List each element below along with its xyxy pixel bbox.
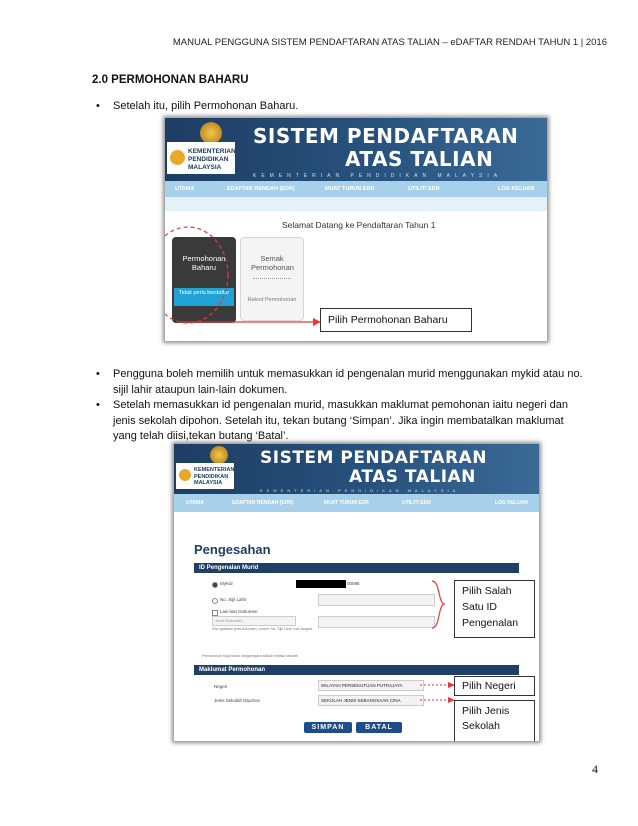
option-mykid-label: MyKid xyxy=(220,581,233,586)
negeri-label: Negeri xyxy=(214,684,228,689)
ministry-logo: KEMENTERIAN PENDIDIKAN MALAYSIA xyxy=(176,463,234,489)
screenshot-main-menu xyxy=(165,118,547,341)
jenis-sekolah-select[interactable]: SEKOLAH JENIS KEBANGSAAN CINA xyxy=(318,695,424,706)
welcome-text: Selamat Datang ke Pendaftaran Tahun 1 xyxy=(282,220,436,230)
negeri-select[interactable]: WILAYAH PERSEKUTUAN PUTRAJAYA xyxy=(318,680,424,691)
bullet-line: jenis sekolah dipohon. Setelah itu, tekan butang ‘Simpan’. Jika ingin membatalkan maklumat xyxy=(113,414,564,427)
bullet-line: Pengguna boleh memilih untuk memasukkan id pengenalan murid menggunakan mykid atau no. xyxy=(113,368,583,380)
nav-edaftar[interactable]: EDAFTAR RENDAH (EDR) xyxy=(232,500,294,506)
card-title: Permohonan Baharu xyxy=(182,254,226,272)
nav-utama[interactable]: UTAMA xyxy=(186,500,204,506)
page-number: 4 xyxy=(592,762,598,776)
card-title: Semak Permohonan xyxy=(251,254,294,272)
callout-negeri: Pilih Negeri xyxy=(454,676,535,696)
bullet-text xyxy=(113,99,618,115)
nav-log-keluar[interactable]: LOG KELUAR xyxy=(495,500,529,506)
banner-title-line1: SISTEM PENDAFTARAN xyxy=(253,124,519,148)
callout-permohonan-baharu: Pilih Permohonan Baharu xyxy=(320,308,472,332)
callout-jenis-sekolah: Pilih Jenis Sekolah xyxy=(454,700,535,741)
banner-title-line2: ATAS TALIAN xyxy=(345,147,494,171)
bullet-line: Setelah memasukkan id pengenalan murid, masukkan maklumat pemohonan iaitu negeri dan xyxy=(113,399,568,411)
card-status: Tidak perlu berdaftar xyxy=(174,288,234,306)
nav-utiliti[interactable]: UTILITI EDR xyxy=(408,186,440,192)
mykid-value: 00086 xyxy=(347,581,360,586)
nav-muat-turun[interactable]: MUAT TURUN EDR xyxy=(325,186,375,192)
bullet-marker: • xyxy=(96,100,100,112)
card-footer: Rekod Permohonan xyxy=(247,297,297,303)
option-lain-lain-label: Lain-lain Dokumen xyxy=(220,609,258,614)
option-sijil-lahir-label: No. Sijil Lahir xyxy=(220,597,247,602)
bullet-text xyxy=(113,398,618,445)
banner-subtitle: KEMENTERIAN PENDIDIKAN MALAYSIA xyxy=(253,173,503,179)
banner-subtitle: KEMENTERIAN PENDIDIKAN MALAYSIA xyxy=(260,488,460,493)
banner-title-line1: SISTEM PENDAFTARAN xyxy=(260,448,487,468)
doc-note: Sila nyatakan jenis dokumen, contoh: No. Sijil Lahir Luar Negara xyxy=(212,627,313,631)
banner-title-line2: ATAS TALIAN xyxy=(349,467,476,487)
callout-id-pengenalan: Pilih Salah Satu ID Pengenalan xyxy=(454,580,535,638)
section-maklumat-permohonan: Maklumat Permohonan xyxy=(194,665,519,675)
jenis-sekolah-label: Jenis Sekolah Dipohon xyxy=(214,698,261,703)
jenis-dokumen-input[interactable]: Jenis Dokumen xyxy=(212,616,296,626)
bullet-line: sijil lahir ataupun lain-lain dokumen. xyxy=(113,383,288,396)
bullet-line: yang telah diisi,tekan butang ‘Batal’. xyxy=(113,430,289,442)
nav-utiliti[interactable]: UTILITI EDR xyxy=(402,500,431,506)
page-header: MANUAL PENGGUNA SISTEM PENDAFTARAN ATAS TALIAN – eDAFTAR RENDAH TAHUN 1 | 2016 xyxy=(172,37,607,48)
nav-muat-turun[interactable]: MUAT TURUN EDR xyxy=(324,500,369,506)
bullet-marker: • xyxy=(96,368,100,380)
nav-utama[interactable]: UTAMA xyxy=(175,186,195,192)
section-id-pengenalan: ID Pengenalan Murid xyxy=(194,563,519,573)
batal-button[interactable]: BATAL xyxy=(356,722,402,733)
simpan-button[interactable]: SIMPAN xyxy=(304,722,352,733)
bullet-marker: • xyxy=(96,399,100,411)
screenshot-pengesahan-form xyxy=(174,444,539,741)
nav-edaftar[interactable]: EDAFTAR RENDAH (EDR) xyxy=(227,186,295,192)
bullet-text xyxy=(113,367,618,398)
warganegara-note: Permohonan bagi bukan warganegara adalah melalui sekolah xyxy=(202,654,299,658)
page-title: Pengesahan xyxy=(194,542,271,557)
brace-id-options xyxy=(432,581,444,628)
highlight-oval xyxy=(165,227,228,323)
bullet-line: Setelah itu, pilih Permohonan Baharu. xyxy=(113,100,299,112)
section-title: 2.0 PERMOHONAN BAHARU xyxy=(92,74,249,86)
ministry-logo: KEMENTERIAN PENDIDIKAN MALAYSIA xyxy=(167,142,235,174)
nav-log-keluar[interactable]: LOG KELUAR xyxy=(498,186,535,192)
